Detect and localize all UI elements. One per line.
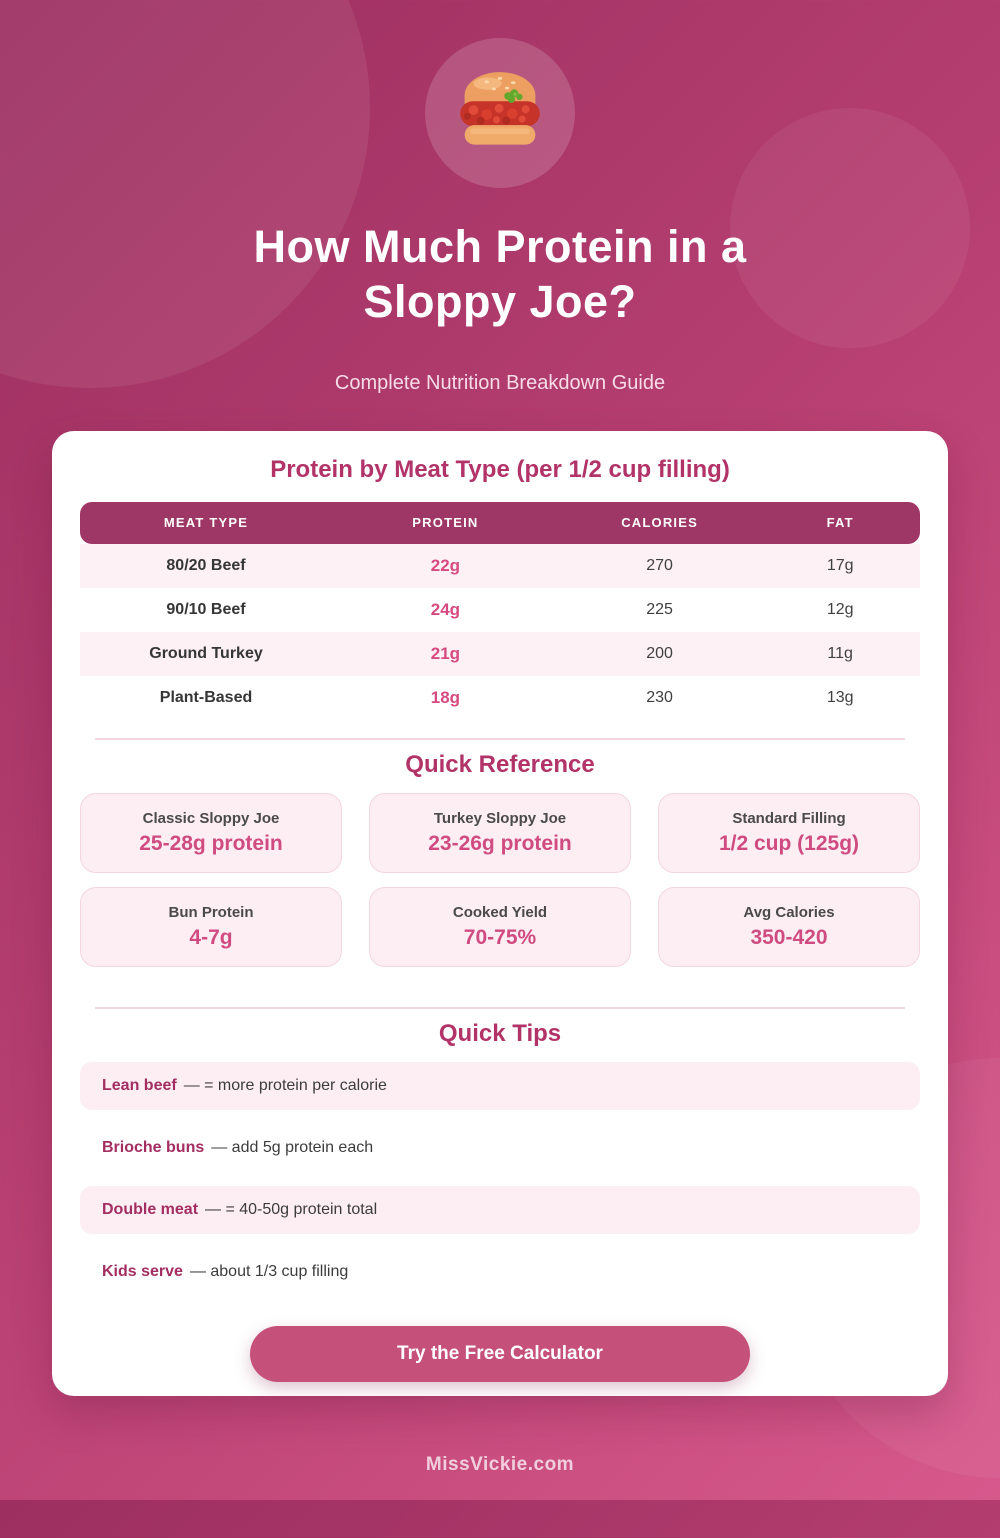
tip-text: — = 40-50g protein total — [205, 1200, 378, 1218]
quick-tips-title: Quick Tips — [438, 1019, 562, 1047]
tip-text: — about 1/3 cup filling — [189, 1262, 349, 1280]
cell-protein: 18g — [430, 687, 461, 707]
reference-card — [658, 887, 920, 967]
quick-reference-grid — [80, 793, 920, 967]
tip-item — [80, 1062, 920, 1110]
cell-protein: 22g — [430, 555, 461, 575]
nutrition-table — [80, 502, 920, 720]
tip-label: Kids serve — [102, 1262, 183, 1280]
reference-card — [369, 887, 631, 967]
reference-card-label: Bun Protein — [168, 903, 254, 921]
tip-text: — add 5g protein each — [211, 1138, 374, 1156]
reference-card-value: 1/2 cup (125g) — [718, 831, 860, 855]
cell-protein: 21g — [430, 643, 461, 663]
reference-card-label: Classic Sloppy Joe — [142, 809, 280, 827]
sloppy-joe-burger-icon — [447, 58, 553, 169]
column-header-calories: CALORIES — [621, 515, 698, 531]
table-section-title: Protein by Meat Type (per 1/2 cup filling) — [270, 455, 730, 483]
reference-card-value: 25-28g protein — [139, 831, 283, 855]
column-header-protein: PROTEIN — [412, 515, 479, 531]
cell-fat: 13g — [826, 688, 854, 706]
tip-text: — = more protein per calorie — [183, 1076, 387, 1094]
table-row — [80, 588, 920, 632]
cell-calories: 225 — [646, 600, 673, 618]
reference-card-label: Standard Filling — [732, 809, 846, 827]
icon-circle — [425, 38, 575, 188]
cell-meat-type: 90/10 Beef — [166, 600, 246, 618]
table-row — [80, 676, 920, 720]
section-divider — [95, 1007, 905, 1009]
reference-card-label: Cooked Yield — [452, 903, 548, 921]
cell-meat-type: Ground Turkey — [149, 644, 263, 662]
tip-label: Lean beef — [102, 1076, 177, 1094]
reference-card — [369, 793, 631, 873]
cell-protein: 24g — [430, 599, 461, 619]
quick-tips-list — [80, 1062, 920, 1296]
page-subtitle: Complete Nutrition Breakdown Guide — [334, 371, 666, 394]
page-footer — [0, 1454, 1000, 1476]
reference-card — [80, 887, 342, 967]
page-title-line2: Sloppy Joe? — [363, 275, 637, 327]
reference-card — [80, 793, 342, 873]
table-row — [80, 544, 920, 588]
cta-container — [80, 1326, 920, 1388]
tip-item — [80, 1248, 920, 1296]
table-header-row — [80, 502, 920, 544]
section-divider — [95, 738, 905, 740]
column-header-meat-type: MEAT TYPE — [163, 515, 249, 531]
table-row — [80, 632, 920, 676]
tip-label: Brioche buns — [102, 1138, 205, 1156]
reference-card-value: 350-420 — [750, 925, 828, 949]
tip-label: Double meat — [102, 1200, 199, 1218]
cell-fat: 17g — [826, 556, 854, 574]
reference-card-value: 70-75% — [463, 925, 537, 949]
reference-card-label: Avg Calories — [743, 903, 835, 921]
cell-fat: 12g — [826, 600, 854, 618]
cell-fat: 11g — [827, 644, 853, 662]
reference-card — [658, 793, 920, 873]
page-title — [0, 220, 1000, 330]
hero-header — [0, 38, 1000, 395]
page-title-line1: How Much Protein in a — [253, 221, 747, 272]
site-name: MissVickie.com — [425, 1453, 575, 1475]
column-header-fat: FAT — [826, 515, 854, 531]
cell-meat-type: 80/20 Beef — [166, 556, 246, 574]
cell-calories: 230 — [646, 688, 673, 706]
quick-reference-title: Quick Reference — [405, 750, 595, 778]
content-card — [52, 431, 948, 1396]
free-calculator-button[interactable]: Try the Free Calculator — [250, 1326, 750, 1382]
cell-meat-type: Plant-Based — [159, 688, 253, 706]
tip-item — [80, 1186, 920, 1234]
cell-calories: 270 — [646, 556, 673, 574]
reference-card-value: 4-7g — [189, 925, 233, 949]
tip-item — [80, 1124, 920, 1172]
reference-card-label: Turkey Sloppy Joe — [433, 809, 567, 827]
reference-card-value: 23-26g protein — [428, 831, 572, 855]
cell-calories: 200 — [646, 644, 673, 662]
